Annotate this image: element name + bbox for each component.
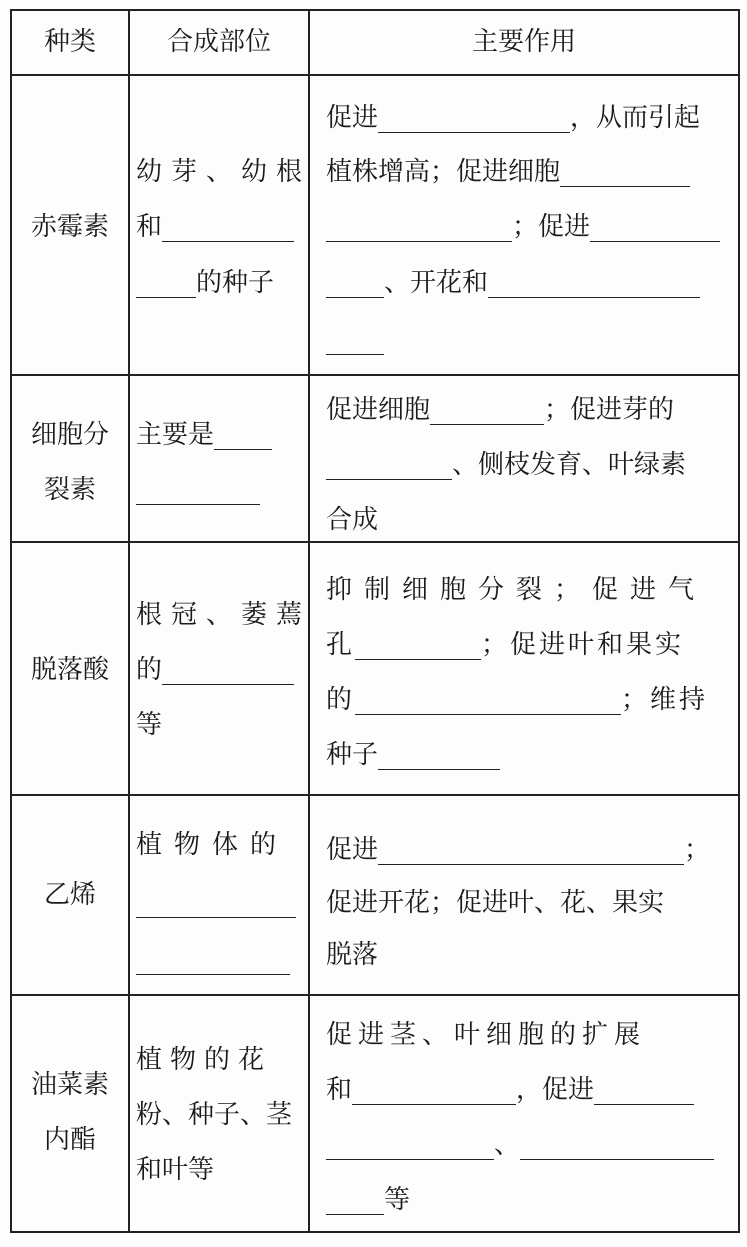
site-text: 粉、种子、茎 bbox=[136, 1100, 293, 1130]
blank bbox=[488, 271, 700, 298]
blank bbox=[136, 271, 196, 298]
text: 植株增高；促进细胞 bbox=[326, 157, 561, 187]
hormone-name: 细胞分 bbox=[30, 420, 109, 450]
blank bbox=[590, 215, 720, 242]
blank bbox=[136, 891, 296, 918]
site-text bbox=[136, 268, 274, 298]
column-divider bbox=[128, 10, 130, 1232]
blank bbox=[326, 453, 452, 480]
text: 、 bbox=[494, 1130, 521, 1160]
header-kind: 种类 bbox=[43, 27, 96, 57]
site-text: 和叶等 bbox=[136, 1155, 215, 1185]
site-text: 植物体的 bbox=[136, 830, 289, 860]
blank bbox=[326, 1133, 494, 1160]
function-text: 脱落 bbox=[326, 940, 379, 970]
row-divider bbox=[10, 374, 740, 376]
hormone-name: 油菜素 bbox=[30, 1070, 109, 1100]
site-text bbox=[136, 888, 296, 918]
function-text bbox=[326, 740, 500, 770]
function-text bbox=[326, 1130, 714, 1160]
function-text bbox=[326, 835, 710, 865]
site-text: 根冠、萎蔫 bbox=[136, 600, 312, 630]
blank bbox=[378, 838, 684, 865]
table-border-right bbox=[738, 10, 740, 1232]
function-text bbox=[326, 157, 690, 187]
blank bbox=[326, 271, 384, 298]
blank bbox=[326, 1188, 384, 1215]
table-border-bottom bbox=[10, 1231, 740, 1233]
function-text: 抑制细胞分裂；促进气 bbox=[326, 575, 707, 605]
hormone-name: 赤霉素 bbox=[30, 212, 109, 242]
text: ；促进叶和果实 bbox=[481, 630, 685, 660]
text: 、侧枝发育、叶绿素 bbox=[452, 450, 687, 480]
hormone-name: 脱落酸 bbox=[30, 655, 109, 685]
blank bbox=[326, 328, 384, 355]
text: 等 bbox=[384, 1185, 411, 1215]
function-text bbox=[326, 630, 684, 660]
function-text bbox=[326, 268, 700, 298]
site-text bbox=[136, 420, 272, 450]
site-text: 等 bbox=[136, 710, 163, 740]
function-text bbox=[326, 450, 686, 480]
function-text: 促进茎、叶细胞的扩展 bbox=[326, 1020, 647, 1050]
text: 的种子 bbox=[196, 268, 275, 298]
function-text bbox=[326, 1185, 410, 1215]
row-divider bbox=[10, 794, 740, 796]
header-site: 合成部位 bbox=[166, 27, 271, 57]
function-text bbox=[326, 212, 720, 242]
blank bbox=[162, 215, 294, 242]
blank bbox=[430, 398, 544, 425]
header-divider bbox=[10, 74, 740, 76]
site-text bbox=[136, 475, 260, 505]
hormone-name: 裂素 bbox=[43, 475, 96, 505]
blank bbox=[355, 688, 621, 715]
function-text bbox=[326, 325, 384, 355]
text: 促进 bbox=[326, 103, 379, 133]
table-border-top bbox=[10, 9, 740, 11]
text: 促进 bbox=[326, 835, 379, 865]
function-text bbox=[326, 103, 700, 133]
hormone-name: 内酯 bbox=[43, 1125, 96, 1155]
site-text bbox=[136, 212, 294, 242]
function-text: 促进开花；促进叶、花、果实 bbox=[326, 888, 665, 918]
text: 的 bbox=[326, 685, 356, 715]
text: ；促进芽的 bbox=[544, 395, 675, 425]
row-divider bbox=[10, 541, 740, 543]
blank bbox=[520, 1133, 714, 1160]
hormone-name: 乙烯 bbox=[43, 880, 96, 910]
blank bbox=[560, 160, 690, 187]
blank bbox=[136, 478, 260, 505]
text: ；促进 bbox=[512, 212, 591, 242]
text: 孔 bbox=[326, 630, 356, 660]
text: ； bbox=[684, 835, 711, 865]
text: 和 bbox=[326, 1075, 353, 1105]
site-text bbox=[136, 655, 294, 685]
function-text: 合成 bbox=[326, 505, 379, 535]
blank bbox=[594, 1078, 694, 1105]
text: 主要是 bbox=[136, 420, 215, 450]
text: 、开花和 bbox=[384, 268, 489, 298]
blank bbox=[378, 106, 570, 133]
header-function: 主要作用 bbox=[471, 27, 576, 57]
blank bbox=[352, 1078, 516, 1105]
table-border-left bbox=[10, 10, 12, 1232]
text: ；维持 bbox=[621, 685, 709, 715]
row-divider bbox=[10, 994, 740, 996]
text: 促进细胞 bbox=[326, 395, 431, 425]
blank bbox=[326, 215, 512, 242]
function-text bbox=[326, 1075, 694, 1105]
site-text: 幼芽、幼根 bbox=[136, 157, 312, 187]
blank bbox=[355, 633, 481, 660]
blank bbox=[162, 658, 294, 685]
blank bbox=[378, 743, 500, 770]
function-text bbox=[326, 395, 674, 425]
text: 的 bbox=[136, 655, 163, 685]
blank bbox=[214, 423, 272, 450]
site-text bbox=[136, 945, 290, 975]
text: 和 bbox=[136, 212, 163, 242]
site-text: 植物的花 bbox=[136, 1045, 273, 1075]
function-text bbox=[326, 685, 708, 715]
blank bbox=[136, 948, 290, 975]
text: ，从而引起 bbox=[570, 103, 701, 133]
text: ，促进 bbox=[516, 1075, 595, 1105]
text: 种子 bbox=[326, 740, 379, 770]
